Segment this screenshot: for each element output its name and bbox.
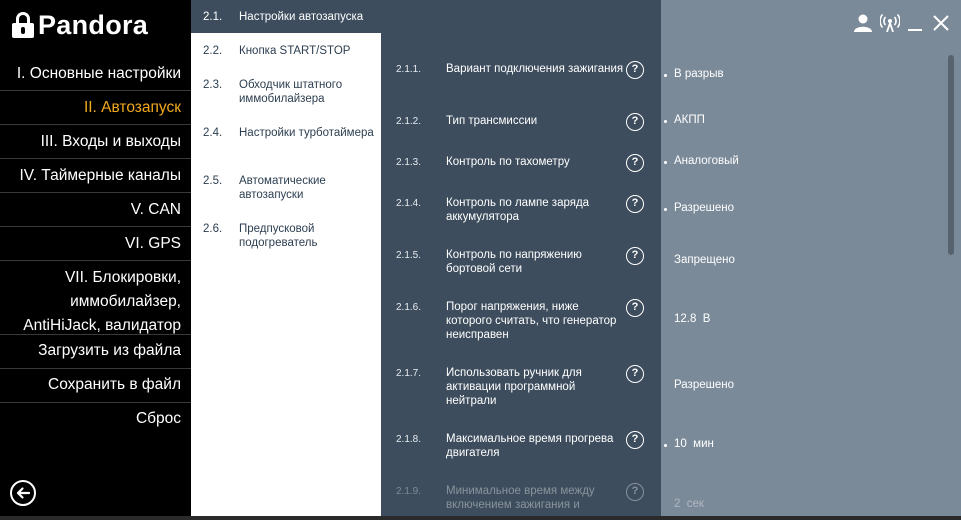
setting-number: 2.1.4. [396,198,422,209]
dropdown-bullet-icon [664,120,667,123]
setting-label-transmission: Тип трансмиссии [446,115,538,127]
sidebar-item-inputs-outputs[interactable]: III. Входы и выходы [40,133,181,150]
setting-value-tachometer[interactable]: Аналоговый [674,155,739,167]
sidebar-divider [0,158,191,159]
close-icon[interactable] [932,14,950,32]
setting-label-voltage-control: Контроль по напряжению бортовой сети [446,249,582,275]
submenu-item-number: 2.5. [203,175,223,187]
help-icon[interactable]: ? [626,483,644,501]
sidebar-divider [0,90,191,91]
dropdown-bullet-icon [664,161,667,164]
help-icon[interactable]: ? [626,431,644,449]
submenu-item-label: Предпусковой подогреватель [239,223,318,249]
sidebar-item-immobilizer-line3: AntiHiJack, валидатор [23,317,181,334]
submenu-item-label: Кнопка START/STOP [239,45,351,57]
setting-label-voltage-threshold: Порог напряжения, ниже которого считать, что генератор неисправен [446,301,617,341]
submenu-item-number: 2.6. [203,223,223,235]
bottom-strip [0,516,961,520]
back-arrow-icon [15,485,31,501]
submenu-item-label: Автоматические автозапуски [239,175,326,201]
sidebar-divider [0,124,191,125]
submenu-item-label: Настройки турботаймера [239,127,374,139]
submenu-panel [191,0,381,520]
setting-number: 2.1.3. [396,157,422,168]
setting-number: 2.1.2. [396,116,422,127]
sidebar-divider [0,260,191,261]
setting-value-voltage-control[interactable]: Запрещено [674,254,735,266]
sidebar-item-immobilizer-line1: VII. Блокировки, [64,269,181,286]
setting-value-voltage-threshold[interactable]: 12.8 В [674,313,711,325]
setting-label-ignition-connection: Вариант подключения зажигания [446,63,624,75]
help-icon[interactable]: ? [626,113,644,131]
pandora-lock-icon [12,12,34,38]
setting-value-transmission[interactable]: АКПП [674,114,705,126]
setting-value-ignition-connection[interactable]: В разрыв [674,68,724,80]
sidebar-item-timer-channels[interactable]: IV. Таймерные каналы [19,167,181,184]
dropdown-bullet-icon [664,444,667,447]
user-icon[interactable] [853,14,873,32]
setting-label-tachometer: Контроль по тахометру [446,156,570,168]
submenu-item-number: 2.1. [203,11,223,23]
logo-text: Pandora [38,9,149,40]
dropdown-bullet-icon [664,74,667,77]
help-icon[interactable]: ? [626,195,644,213]
help-icon[interactable]: ? [626,299,644,317]
reset-button[interactable]: Сброс [135,410,181,427]
scrollbar[interactable] [948,55,954,255]
load-from-file-button[interactable]: Загрузить из файла [38,342,181,359]
sidebar-item-can[interactable]: V. CAN [130,201,181,218]
submenu-item-label: Настройки автозапуска [239,11,364,23]
dropdown-bullet-icon [664,208,667,211]
help-icon[interactable]: ? [626,365,644,383]
help-icon[interactable]: ? [626,154,644,172]
save-to-file-button[interactable]: Сохранить в файл [48,376,181,393]
submenu-item-label: Обходчик штатного иммобилайзера [239,79,343,105]
sidebar-divider [0,368,191,369]
setting-label-max-warmup: Максимальное время прогрева двигателя [446,433,614,459]
setting-number: 2.1.8. [396,434,422,445]
setting-number: 2.1.7. [396,368,422,379]
sidebar-divider [0,192,191,193]
setting-value-handbrake-neutral[interactable]: Разрешено [674,379,734,391]
sidebar-item-immobilizer[interactable] [0,266,191,338]
setting-label-handbrake-neutral: Использовать ручник для активации программной нейтрали [446,367,582,407]
help-icon[interactable]: ? [626,247,644,265]
minimize-icon[interactable] [907,14,923,32]
submenu-item-number: 2.4. [203,127,223,139]
sidebar-divider [0,334,191,335]
setting-label-battery-lamp: Контроль по лампе заряда аккумулятора [446,197,590,223]
setting-value-min-time-ignition[interactable]: 2 сек [674,498,704,510]
back-button[interactable] [10,480,36,506]
submenu-item-number: 2.2. [203,45,223,57]
submenu-item-number: 2.3. [203,79,223,91]
antenna-icon[interactable] [880,14,900,32]
setting-number: 2.1.6. [396,302,422,313]
setting-number: 2.1.9. [396,486,422,497]
sidebar-item-basic-settings[interactable]: I. Основные настройки [16,65,181,82]
help-icon[interactable]: ? [626,61,644,79]
sidebar-divider [0,402,191,403]
setting-value-battery-lamp[interactable]: Разрешено [674,202,734,214]
setting-value-max-warmup[interactable]: 10 мин [674,438,714,450]
pandora-logo [12,10,148,40]
setting-number: 2.1.1. [396,64,422,75]
sidebar-item-autostart[interactable]: II. Автозапуск [83,99,181,116]
main-sidebar [0,0,191,520]
sidebar-item-gps[interactable]: VI. GPS [125,235,181,252]
setting-label-min-time-ignition: Минимальное время между включением зажигания и [446,485,595,511]
sidebar-item-immobilizer-line2: иммобилайзер, [70,293,181,310]
setting-number: 2.1.5. [396,250,422,261]
sidebar-divider [0,226,191,227]
